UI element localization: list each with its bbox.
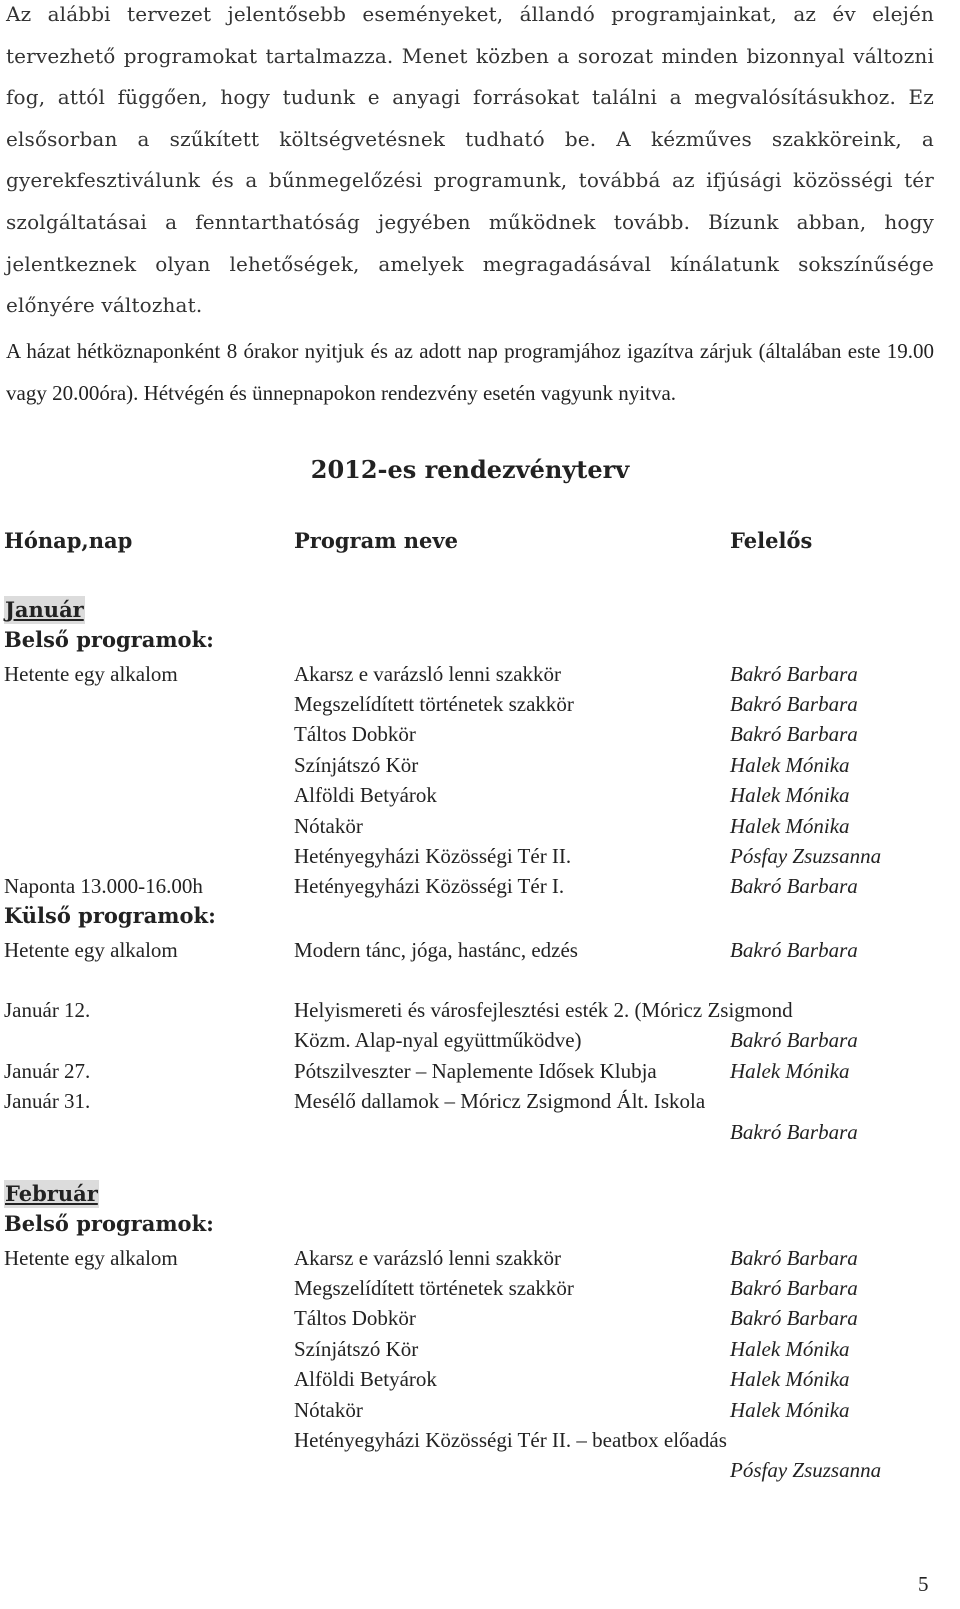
row-date: Hetente egy alkalom	[4, 662, 178, 686]
row-date: Hetente egy alkalom	[4, 938, 178, 962]
event-responsible: Bakró Barbara	[730, 1120, 858, 1144]
row-responsible: Bakró Barbara	[730, 938, 858, 962]
row-responsible: Halek Mónika	[730, 1337, 850, 1361]
event-date: Január 31.	[4, 1089, 91, 1113]
intro-paragraph-1: Az alábbi tervezet jelentősebb eseményeket, állandó programjainkat, az év elején tervezhető programokat tartalmazza. Menet közben a sorozat minden bizonnyal változni fog, attól függően, hogy tudunk e anyagi forrásokat találni a megvalósításukhoz. Ez elsősorban a szűkített költségvetésnek tudható be. A kézműves szakköreink, a gyerekfesztiválunk és a bűnmegelőzési programunk, továbbá az ifjúsági közösségi tér szolgáltatásai a fenntarthatóság jegyében működnek tovább. Bízunk abban, hogy jelentkeznek olyan lehetőségek, amelyek megragadásával kínálatunk sokszínűsége előnyére változhat.	[6, 2, 934, 318]
row-responsible: Halek Mónika	[730, 814, 850, 838]
event-responsible: Bakró Barbara	[730, 1028, 858, 1052]
column-header-date: Hónap,nap	[4, 528, 133, 553]
row-program: Akarsz e varázsló lenni szakkör	[294, 662, 562, 686]
event-program: Helyismereti és városfejlesztési esték 2. (Móricz Zsigmond	[294, 998, 793, 1022]
month-heading-february: Február	[5, 1181, 98, 1206]
row-program: Nótakör	[294, 814, 363, 838]
row-program: Alföldi Betyárok	[294, 1367, 437, 1391]
row-program: Színjátszó Kör	[294, 753, 419, 777]
event-program: Pótszilveszter – Naplemente Idősek Klubja	[294, 1059, 657, 1083]
intro-paragraph-2: A házat hétköznaponként 8 órakor nyitjuk és az adott nap programjához igazítva zárjuk (általában este 19.00 vagy 20.00óra). Hétvégén és ünnepnapokon rendezvény esetén vagyunk nyitva.	[6, 339, 934, 405]
event-program: Mesélő dallamok – Móricz Zsigmond Ált. Iskola	[294, 1089, 706, 1113]
row-program: Alföldi Betyárok	[294, 783, 437, 807]
row-program: Színjátszó Kör	[294, 1337, 419, 1361]
row-responsible: Bakró Barbara	[730, 1276, 858, 1300]
row-program: Táltos Dobkör	[294, 722, 416, 746]
row-program: Táltos Dobkör	[294, 1306, 416, 1330]
row-program: Megszelídített történetek szakkör	[294, 692, 574, 716]
column-header-responsible: Felelős	[730, 528, 813, 553]
section-internal-programs: Belső programok:	[4, 1211, 214, 1236]
row-responsible: Bakró Barbara	[730, 722, 858, 746]
section-internal-programs: Belső programok:	[4, 627, 214, 652]
row-responsible: Halek Mónika	[730, 753, 850, 777]
row-responsible: Pósfay Zsuzsanna	[730, 844, 882, 868]
row-responsible: Bakró Barbara	[730, 692, 858, 716]
row-program: Hetényegyházi Közösségi Tér I.	[294, 874, 565, 898]
row-program: Hetényegyházi Közösségi Tér II. – beatbox előadás	[294, 1428, 727, 1452]
row-responsible: Halek Mónika	[730, 1367, 850, 1391]
row-date: Naponta 13.000-16.00h	[4, 874, 203, 898]
row-program: Megszelídített történetek szakkör	[294, 1276, 574, 1300]
section-external-programs: Külső programok:	[4, 903, 216, 928]
row-program: Modern tánc, jóga, hastánc, edzés	[294, 938, 578, 962]
row-responsible: Halek Mónika	[730, 1398, 850, 1422]
row-responsible: Pósfay Zsuzsanna	[730, 1458, 882, 1482]
month-heading-january: Január	[5, 597, 84, 622]
row-responsible: Halek Mónika	[730, 783, 850, 807]
event-date: Január 27.	[4, 1059, 91, 1083]
page-title: 2012-es rendezvényterv	[310, 455, 630, 484]
row-program: Hetényegyházi Közösségi Tér II.	[294, 844, 572, 868]
event-program-continued: Közm. Alap-nyal együttműködve)	[294, 1028, 582, 1052]
page-number: 5	[918, 1572, 929, 1596]
row-responsible: Bakró Barbara	[730, 874, 858, 898]
row-responsible: Bakró Barbara	[730, 1306, 858, 1330]
event-date: Január 12.	[4, 998, 91, 1022]
event-responsible: Halek Mónika	[730, 1059, 850, 1083]
row-date: Hetente egy alkalom	[4, 1246, 178, 1270]
column-header-program: Program neve	[294, 528, 458, 553]
row-responsible: Bakró Barbara	[730, 1246, 858, 1270]
row-program: Nótakör	[294, 1398, 363, 1422]
row-responsible: Bakró Barbara	[730, 662, 858, 686]
row-program: Akarsz e varázsló lenni szakkör	[294, 1246, 562, 1270]
